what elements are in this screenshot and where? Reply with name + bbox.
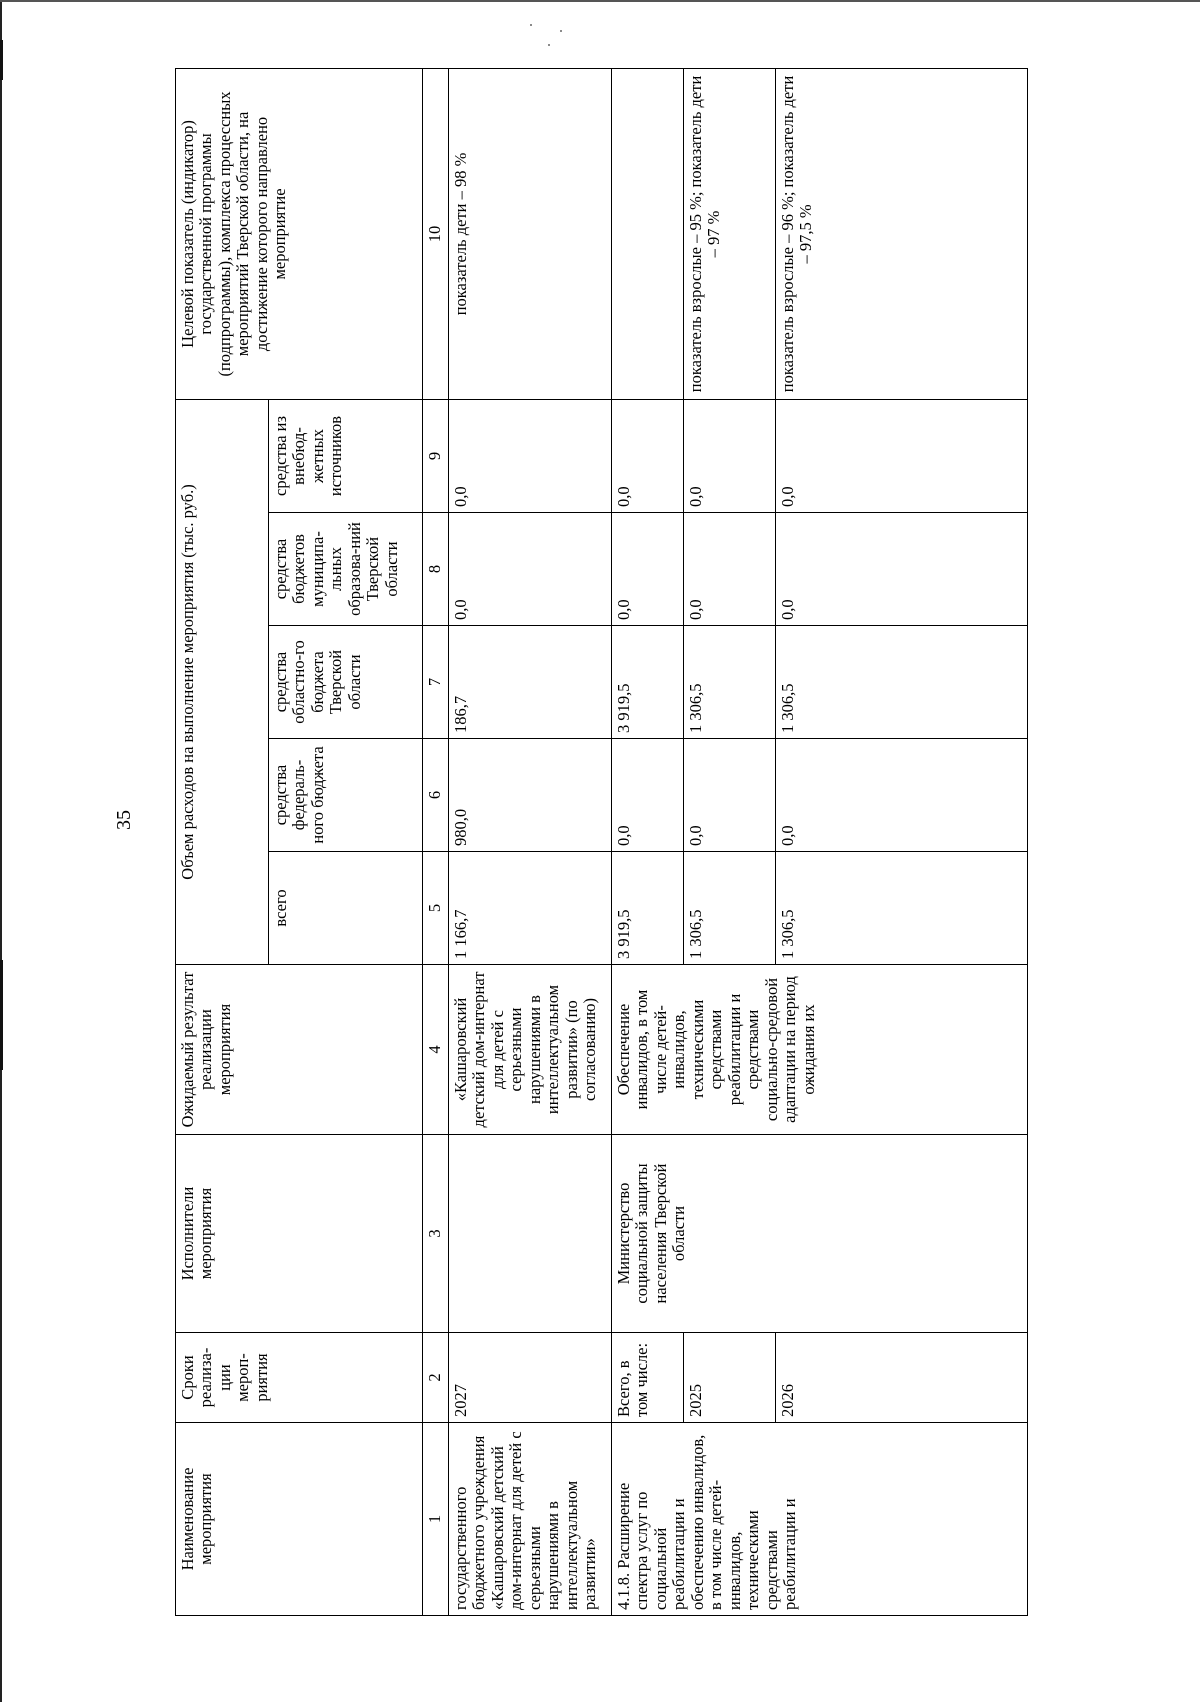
header-indicator: Целевой показатель (индикатор) государственной программы (подпрограммы), комплекса процессных мероприятий Тверской области, на достижение которого направлено мероприятие bbox=[176, 68, 423, 399]
row-total: 3 919,5 bbox=[612, 852, 684, 965]
header-regional: средства областно-го бюджета Тверской области bbox=[269, 626, 423, 739]
row-extra: 0,0 bbox=[776, 399, 1028, 512]
col-number: 5 bbox=[423, 852, 449, 965]
row-federal: 0,0 bbox=[684, 739, 776, 852]
row-executor bbox=[449, 1135, 612, 1333]
rotated-table-wrapper bbox=[175, 69, 1027, 1616]
scan-speck bbox=[530, 24, 532, 26]
row-federal: 0,0 bbox=[776, 739, 1028, 852]
row-total: 1 166,7 bbox=[449, 852, 612, 965]
row-municipal: 0,0 bbox=[449, 513, 612, 626]
row-term: 2025 bbox=[684, 1333, 776, 1423]
col-number: 9 bbox=[423, 399, 449, 512]
header-name: Наименование мероприятия bbox=[176, 1423, 423, 1616]
header-expense-group: Объем расходов на выполнение мероприятия (тыс. руб.) bbox=[176, 399, 269, 964]
col-number: 3 bbox=[423, 1135, 449, 1333]
row-total: 1 306,5 bbox=[776, 852, 1028, 965]
row-municipal: 0,0 bbox=[776, 513, 1028, 626]
header-federal: средства федераль-ного бюджета bbox=[269, 739, 423, 852]
row-regional: 1 306,5 bbox=[684, 626, 776, 739]
scan-mark bbox=[0, 40, 3, 80]
row-total: 1 306,5 bbox=[684, 852, 776, 965]
row-regional: 1 306,5 bbox=[776, 626, 1028, 739]
page-number: 35 bbox=[113, 810, 135, 830]
row-regional: 186,7 bbox=[449, 626, 612, 739]
header-row bbox=[176, 68, 269, 1615]
row-indicator: показатель дети – 98 % bbox=[449, 68, 612, 399]
col-number: 8 bbox=[423, 513, 449, 626]
header-total: всего bbox=[269, 852, 423, 965]
scan-mark bbox=[0, 960, 3, 1070]
row-indicator: показатель взрослые – 96 %; показатель дети – 97,5 % bbox=[776, 68, 1028, 399]
header-result: Ожидаемый результат реализации мероприятия bbox=[176, 965, 423, 1135]
header-extra: средства из внебюд-жетных источников bbox=[269, 399, 423, 512]
header-municipal: средства бюджетов муниципа-льных образова-ний Тверской области bbox=[269, 513, 423, 626]
scan-speck bbox=[548, 44, 550, 46]
col-number: 4 bbox=[423, 965, 449, 1135]
row-regional: 3 919,5 bbox=[612, 626, 684, 739]
table-row bbox=[684, 68, 776, 1615]
row-term: Всего, в том числе: bbox=[612, 1333, 684, 1423]
row-name: 4.1.8. Расширение спектра услуг по социальной реабилитации и обеспечению инвалидов, в том числе детей-инвалидов, техническими средствами реабилитации и bbox=[612, 1423, 1028, 1616]
table-row bbox=[776, 68, 1028, 1615]
scan-speck bbox=[560, 30, 562, 32]
row-extra: 0,0 bbox=[449, 399, 612, 512]
row-term: 2026 bbox=[776, 1333, 1028, 1423]
col-number: 10 bbox=[423, 68, 449, 399]
row-name: государственного бюджетного учреждения «Кашаровский детский дом-интернат для детей с серьезными нарушениями в интеллектуальном развитии» bbox=[449, 1423, 612, 1616]
row-federal: 0,0 bbox=[612, 739, 684, 852]
scan-edge bbox=[0, 0, 2, 1702]
row-extra: 0,0 bbox=[684, 399, 776, 512]
row-term: 2027 bbox=[449, 1333, 612, 1423]
scan-edge-top bbox=[0, 0, 1200, 2]
row-municipal: 0,0 bbox=[612, 513, 684, 626]
header-executor: Исполнители мероприятия bbox=[176, 1135, 423, 1333]
col-number: 7 bbox=[423, 626, 449, 739]
row-federal: 980,0 bbox=[449, 739, 612, 852]
table-row bbox=[612, 68, 684, 1615]
col-number: 6 bbox=[423, 739, 449, 852]
col-number: 2 bbox=[423, 1333, 449, 1423]
header-term: Сроки реализа-ции мероп-риятия bbox=[176, 1333, 423, 1423]
column-number-row bbox=[423, 68, 449, 1615]
expenditure-table bbox=[175, 68, 1028, 1616]
row-executor: Министерство социальной защиты населения Тверской области bbox=[612, 1135, 1028, 1333]
row-extra: 0,0 bbox=[612, 399, 684, 512]
row-indicator: показатель взрослые – 95 %; показатель дети – 97 % bbox=[684, 68, 776, 399]
row-result: Обеспечение инвалидов, в том числе детей-инвалидов, техническими средствами реабилитации и средствами социально-средовой адаптации на период ожидания их bbox=[612, 965, 1028, 1135]
col-number: 1 bbox=[423, 1423, 449, 1616]
table-row bbox=[449, 68, 612, 1615]
row-result: «Кашаровский детский дом-интернат для детей с серьезными нарушениями в интеллектуальном развитии» (по согласованию) bbox=[449, 965, 612, 1135]
row-indicator bbox=[612, 68, 684, 399]
row-municipal: 0,0 bbox=[684, 513, 776, 626]
